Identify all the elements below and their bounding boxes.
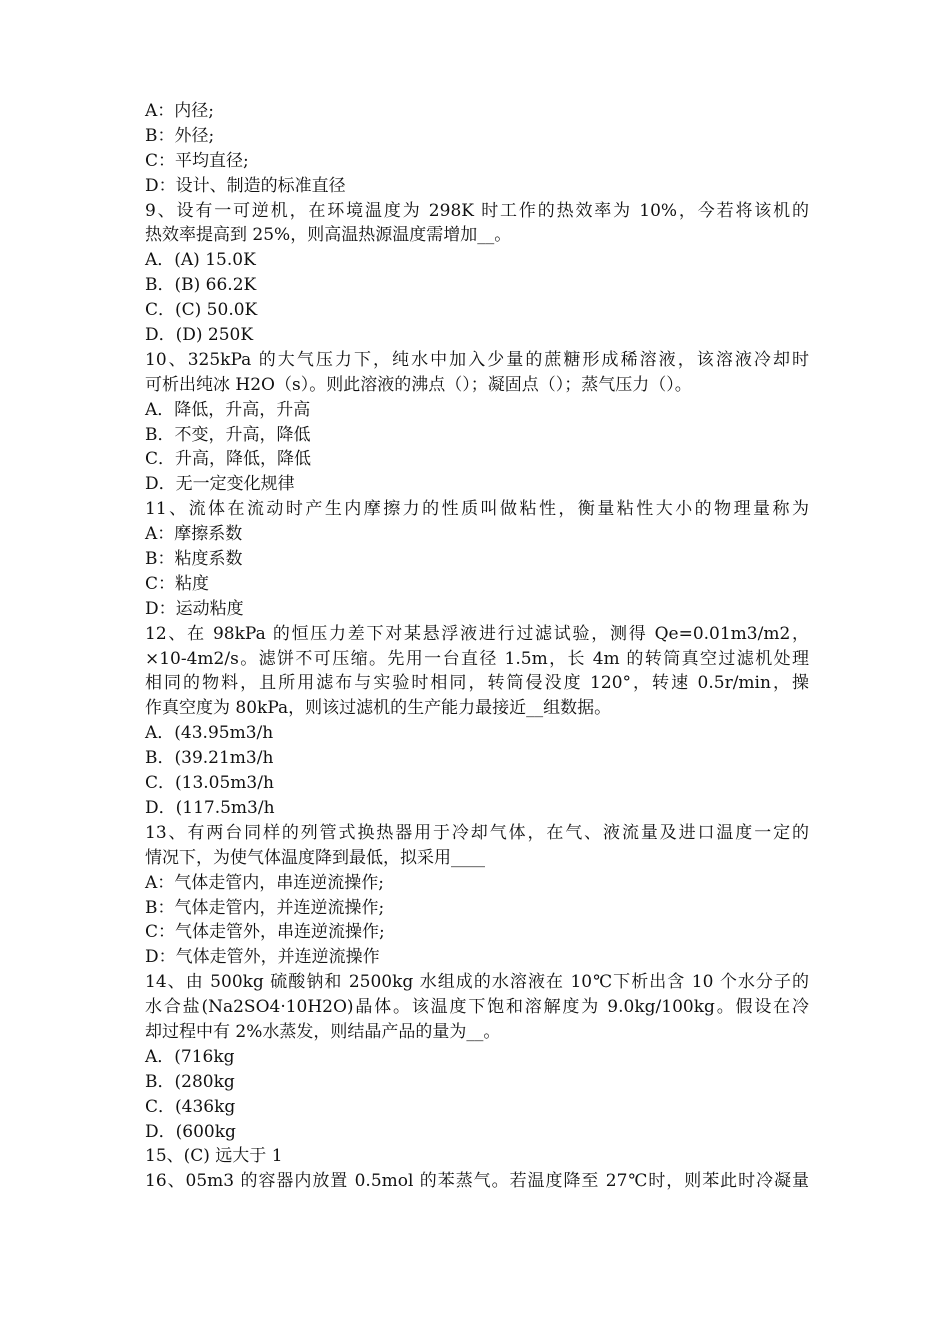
text-line: 热效率提高到 25%，则高温热源温度需增加__。 (145, 225, 512, 246)
text-line: ×10-4m2/s。滤饼不可压缩。先用一台直径 1.5m，长 4m 的转筒真空过滤机处理 (145, 648, 809, 669)
text-line: 情况下，为使气体温度降到最低，拟采用____ (145, 847, 485, 868)
text-line: A：气体走管内，串连逆流操作; (145, 872, 385, 893)
text-line: C：粘度 (145, 573, 210, 594)
document-body (145, 99, 809, 1194)
text-line: 12、在 98kPa 的恒压力差下对某悬浮液进行过滤试验，测得 Qe=0.01m3/m2， (145, 623, 809, 644)
text-line: 14、由 500kg 硫酸钠和 2500kg 水组成的水溶液在 10℃下析出含 10 个水分子的 (145, 972, 809, 993)
text-line: D：气体走管外，并连逆流操作 (145, 947, 380, 968)
text-line: 作真空度为 80kPa，则该过滤机的生产能力最接近__组数据。 (145, 698, 612, 719)
text-line: A：摩擦系数 (145, 524, 243, 545)
text-line: D．(D) 250K (145, 325, 254, 346)
text-line: D．(600kg (145, 1121, 236, 1142)
text-line: D：运动粘度 (145, 598, 244, 619)
text-line: D．(117.5m3/h (145, 797, 275, 818)
text-line: 可析出纯冰 H2O（s）。则此溶液的沸点（）；凝固点（）；蒸气压力（）。 (145, 374, 692, 395)
text-line: A．(A) 15.0K (145, 250, 256, 271)
text-line: C．升高，降低，降低 (145, 449, 312, 470)
text-line: B：外径; (145, 125, 215, 146)
text-line: A．降低，升高，升高 (145, 399, 311, 420)
text-line: D：设计、制造的标准直径 (145, 175, 346, 196)
text-line: C：平均直径; (145, 150, 249, 171)
text-line: 15、(C) 远大于 1 (145, 1146, 283, 1167)
text-line: 11、流体在流动时产生内摩擦力的性质叫做粘性，衡量粘性大小的物理量称为 (145, 499, 809, 520)
text-line: C．(436kg (145, 1096, 236, 1117)
text-line: A．(43.95m3/h (145, 723, 274, 744)
text-line: A：内径; (145, 101, 215, 121)
text-line: 相同的物料，且所用滤布与实验时相同，转筒侵没度 120°，转速 0.5r/min，操 (145, 673, 809, 694)
text-line: D．无一定变化规律 (145, 474, 295, 495)
text-line: 9、设有一可逆机，在环境温度为 298K 时工作的热效率为 10%，今若将该机的 (145, 200, 809, 221)
text-line: C．(13.05m3/h (145, 773, 274, 794)
text-line: C．(C) 50.0K (145, 300, 258, 321)
text-line: B．(39.21m3/h (145, 748, 274, 769)
text-line: 10、325kPa 的大气压力下，纯水中加入少量的蔗糖形成稀溶液，该溶液冷却时 (145, 349, 809, 370)
text-line: 却过程中有 2%水蒸发，则结晶产品的量为__。 (145, 1021, 501, 1042)
text-line: B．(280kg (145, 1071, 235, 1092)
text-line: 水合盐(Na2SO4·10H2O)晶体。该温度下饱和溶解度为 9.0kg/100kg。假设在冷 (145, 997, 809, 1018)
text-line: B：气体走管内，并连逆流操作; (145, 897, 385, 918)
text-line: B．不变，升高，降低 (145, 424, 311, 445)
text-line: 13、有两台同样的列管式换热器用于冷却气体，在气、液流量及进口温度一定的 (145, 822, 809, 843)
text-line: 16、05m3 的容器内放置 0.5mol 的苯蒸气。若温度降至 27℃时，则苯此时冷凝量 (145, 1171, 809, 1192)
text-line: C：气体走管外，串连逆流操作; (145, 922, 385, 943)
text-line: B．(B) 66.2K (145, 275, 257, 296)
text-line: A．(716kg (145, 1046, 235, 1067)
text-line: B：粘度系数 (145, 549, 243, 570)
